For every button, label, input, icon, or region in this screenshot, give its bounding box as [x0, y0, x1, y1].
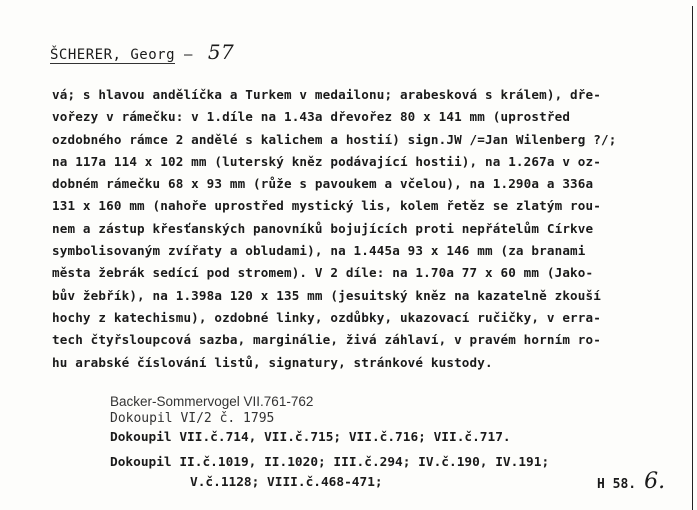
reference-line: Dokoupil II.č.1019, II.1020; III.č.294; IV.č.190, IV.191;: [110, 455, 550, 470]
reference-line: V.č.1128; VIII.č.468-471;: [190, 475, 383, 490]
author-name: ŠCHERER, Georg: [50, 47, 176, 63]
description-line: vořezy v rámečku: v 1.díle na 1.43a dřevořez 80 x 141 mm (uprostřed: [52, 109, 571, 125]
description-line: dobném rámečku 68 x 93 mm (růže s pavoukem a včelou), na 1.290a a 336a: [52, 176, 594, 192]
description-line: 131 x 160 mm (nahoře uprostřed mystický lis, kolem řetěz se zlatým rou-: [52, 198, 601, 214]
header-dash: –: [183, 47, 193, 63]
description-line: hochy z katechismu), ozdobné linky, ozdůbky, ukazovací ručičky, v erra-: [52, 309, 601, 325]
handwritten-number: 57: [207, 40, 235, 64]
reference-line: Backer-Sommervogel VII.761-762: [110, 394, 314, 409]
description-line: města žebrák sedící pod stromem). V 2 díle: na 1.70a 77 x 60 mm (Jako-: [52, 265, 594, 281]
reference-line: Dokoupil VII.č.714, VII.č.715; VII.č.716; VII.č.717.: [110, 430, 511, 445]
description-line: vá; s hlavou andělíčka a Turkem v medailonu; arabesková s králem), dře-: [52, 87, 601, 102]
description-line: symbolisovaným zvířaty a obludami), na 1.445a 93 x 146 mm (za branami: [52, 243, 586, 259]
description-line: nem a zástup křesťanských panovníků bojujících proti nepřátelům Církve: [52, 220, 594, 236]
description-line: bův žebřík), na 1.398a 120 x 135 mm (jesuitský kněz na kazatelně zkouší: [52, 287, 601, 303]
description-text: [52, 84, 672, 374]
description-line: tech čtyřsloupcová sazba, marginálie, živá záhlaví, v pravém horním ro-: [52, 332, 601, 348]
description-line: hu arabské číslování listů, signatury, stránkové kustody.: [52, 354, 493, 370]
shelfmark: [597, 469, 665, 494]
card-edge-line: [692, 6, 693, 510]
reference-line: Dokoupil VI/2 č. 1795: [110, 411, 275, 426]
description-line: ozdobného rámce 2 andělé s kalichem a hostií) sign.JW /=Jan Wilenberg ?/;: [52, 131, 617, 147]
shelfmark-handwritten: 6.: [644, 469, 666, 494]
description-line: na 117a 114 x 102 mm (luterský kněz podávající hostii), na 1.267a v oz-: [52, 153, 601, 169]
shelfmark-label: H 58.: [597, 477, 637, 492]
card-header: [50, 40, 234, 64]
